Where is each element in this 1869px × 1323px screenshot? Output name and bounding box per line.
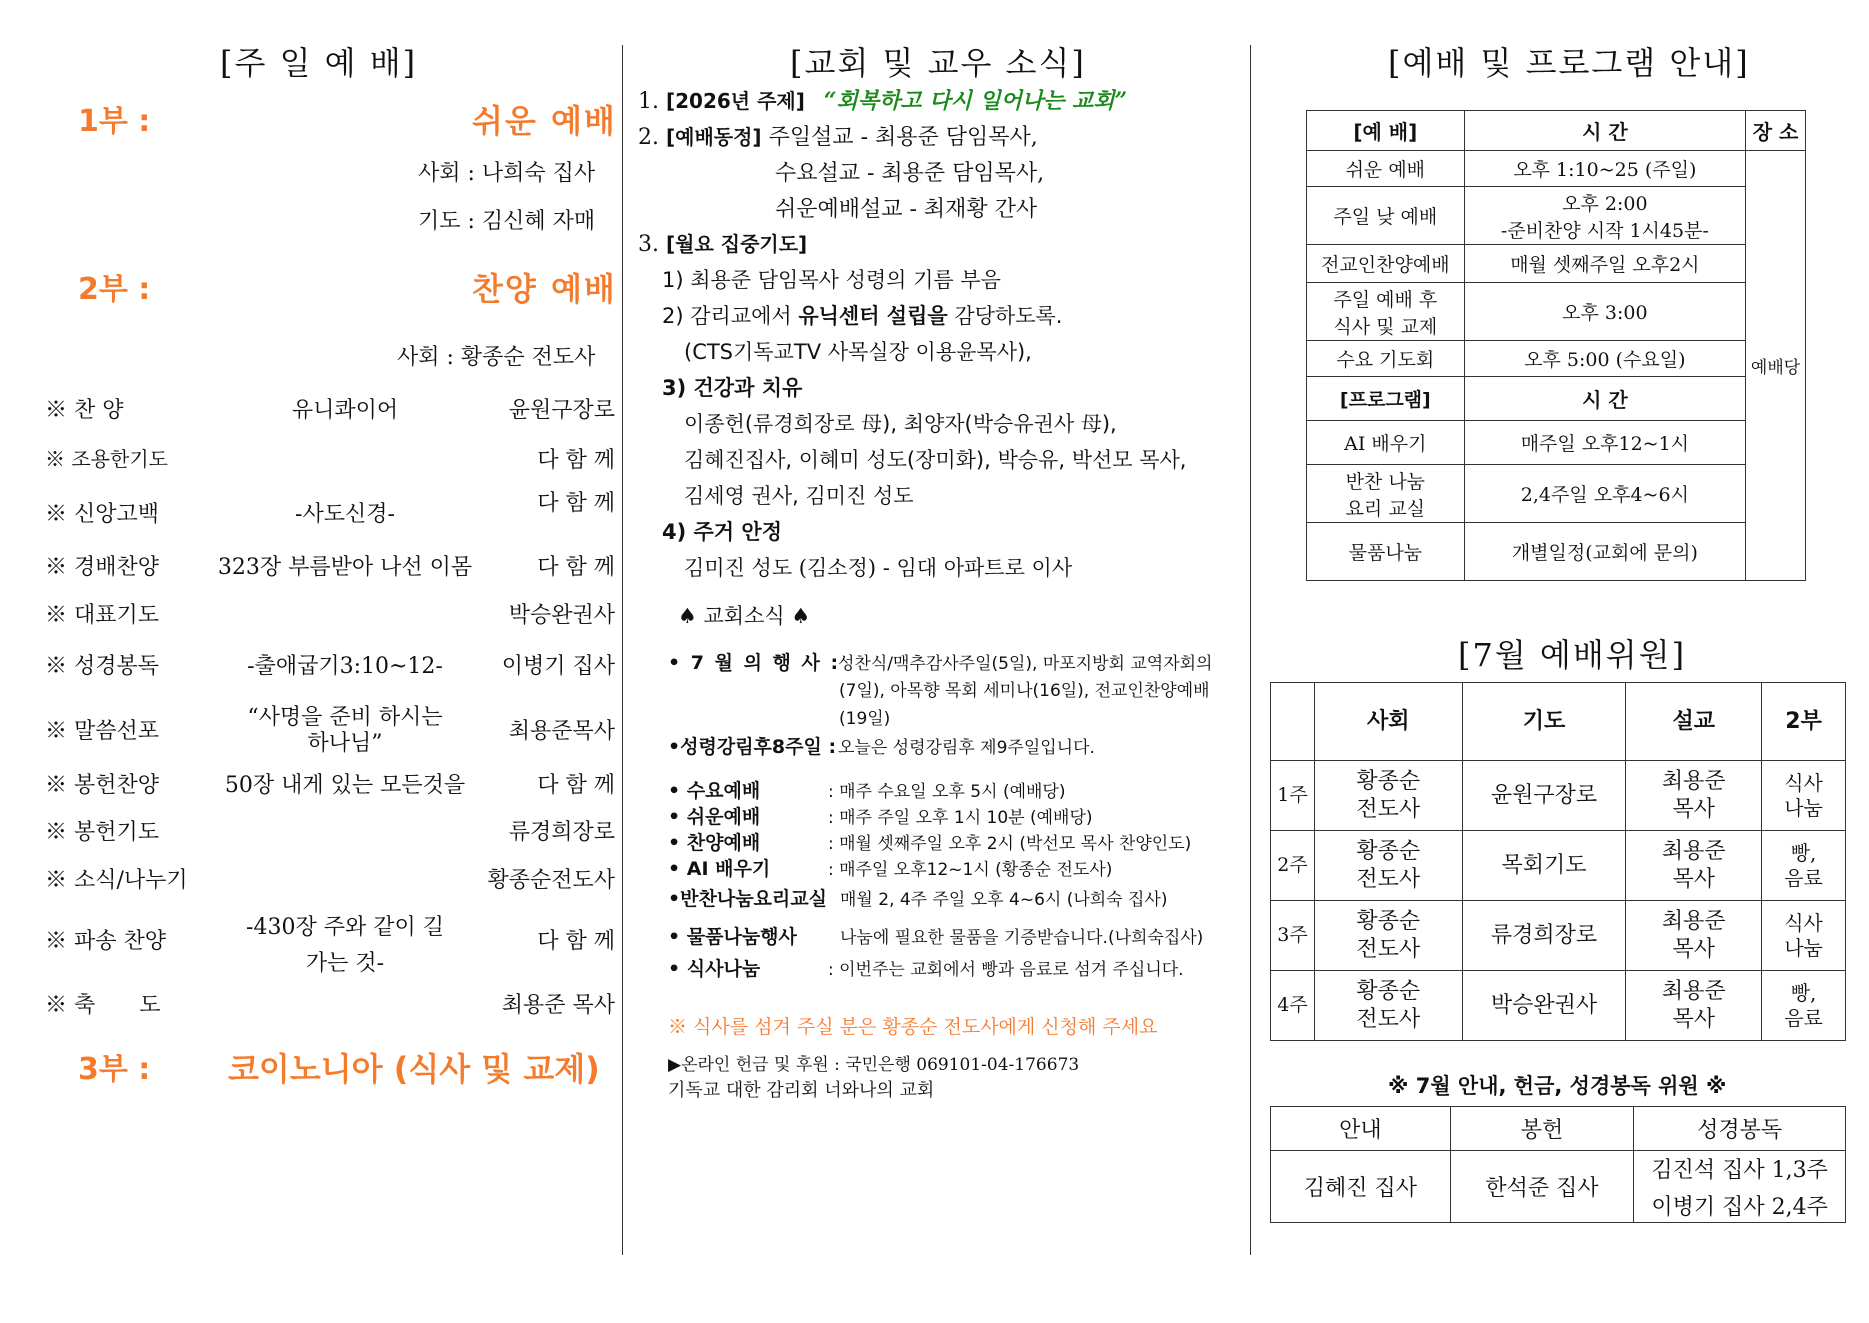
item-heading: [2026년 주제] <box>666 89 805 113</box>
order-item: ※ 성경봉독 <box>45 654 160 679</box>
committee-prayer: 박승완권사 <box>1462 971 1626 1041</box>
committee-part2-line: 음료 <box>1784 865 1823 890</box>
order-item: ※ 말씀선포 <box>45 719 160 744</box>
order-item: ※ 축 도 <box>45 993 161 1018</box>
committee-sermon-title: 목사 <box>1672 936 1715 962</box>
committee-host-name: 황종순 <box>1356 839 1421 864</box>
july-committee-table <box>1270 682 1846 1041</box>
order-detail: -사도신경- <box>295 502 395 527</box>
news-text: : 매주 주일 오후 1시 10분 (예배당) <box>828 808 1093 828</box>
news-text: : 매주일 오후12~1시 (황종순 전도사) <box>828 860 1113 880</box>
program-time: 매주일 오후12~1시 <box>1464 421 1745 465</box>
news-text-cont: (19일) <box>839 709 891 729</box>
order-detail: -430장 주와 같이 길 <box>246 915 444 940</box>
schedule-head-time: 시 간 <box>1464 111 1745 151</box>
item-number: 3. <box>638 232 659 257</box>
order-person: 박승완권사 <box>508 603 615 628</box>
prayer-2-sub: (CTS기독교TV 사목실장 이용윤목사), <box>684 340 1032 364</box>
committee-sermon-name: 최용준 <box>1661 909 1726 934</box>
staff-head-usher: 안내 <box>1271 1107 1451 1151</box>
committee-head-blank <box>1271 683 1315 761</box>
committee-part2-line: 식사 <box>1784 910 1823 935</box>
prayer-2-text-end: 감당하도록. <box>947 304 1063 328</box>
order-row <box>45 910 615 980</box>
order-person: 다 함 께 <box>537 448 615 473</box>
item-number: 1. <box>638 89 659 114</box>
order-person: 류경희장로 <box>508 820 615 845</box>
prayer-3-line: 김세영 권사, 김미진 성도 <box>684 484 914 508</box>
schedule-name: 쉬운 예배 <box>1307 151 1465 187</box>
news-item-3 <box>638 228 807 257</box>
program-name: AI 배우기 <box>1307 421 1465 465</box>
week-label: 3주 <box>1271 901 1315 971</box>
committee-part2-line: 식사 <box>1784 770 1823 795</box>
order-person: 최용준 목사 <box>501 993 615 1018</box>
church-name: 기독교 대한 감리회 너와나의 교회 <box>668 1080 935 1101</box>
part1-name: 쉬운 예배 <box>472 102 617 140</box>
staff-usher: 김혜진 집사 <box>1271 1151 1451 1223</box>
order-item: ※ 조용한기도 <box>45 447 168 471</box>
prayer-4-line: 김미진 성도 (김소정) - 임대 아파트로 이사 <box>684 556 1073 580</box>
committee-sermon-title: 목사 <box>1672 1006 1715 1032</box>
july-committee-title: [7월 예배위원] <box>1458 636 1687 674</box>
order-detail: -출애굽기3:10~12- <box>247 654 443 679</box>
order-person: 윤원구장로 <box>508 398 615 423</box>
order-item: ※ 경배찬양 <box>45 555 160 580</box>
committee-part2-line: 빵, <box>1790 980 1817 1005</box>
online-offering: ▶온라인 헌금 및 후원 : 국민은행 069101-04-176673 <box>668 1055 1080 1075</box>
order-row <box>45 497 615 537</box>
prayer-4: 4) 주거 안정 <box>662 520 782 544</box>
committee-host-name: 황종순 <box>1356 909 1421 934</box>
july-staff-table <box>1270 1106 1846 1223</box>
program-name <box>1307 465 1465 523</box>
order-item: ※ 신앙고백 <box>45 502 160 527</box>
prayer-2-text: 2) 감리교에서 <box>662 304 799 328</box>
committee-head-prayer: 기도 <box>1462 683 1626 761</box>
schedule-name: 주일 낮 예배 <box>1307 187 1465 245</box>
committee-sermon <box>1626 761 1762 831</box>
order-person: 다 함 께 <box>537 555 615 580</box>
news-row <box>668 954 1184 981</box>
order-row <box>45 550 615 590</box>
schedule-time-line: -준비찬양 시작 1시45분- <box>1500 219 1709 242</box>
news-text: 나눔에 필요한 물품을 기증받습니다.(나희숙집사) <box>840 928 1204 948</box>
news-label: •성령강림후8주일 : <box>668 736 837 758</box>
committee-part2-line: 나눔 <box>1784 795 1823 820</box>
committee-host-title: 전도사 <box>1356 1006 1421 1032</box>
column-divider-right <box>1250 45 1251 1255</box>
committee-sermon-name: 최용준 <box>1661 839 1726 864</box>
news-text: : 매주 수요일 오후 5시 (예배당) <box>828 782 1066 802</box>
schedule-time-line: 오후 2:00 <box>1562 192 1648 215</box>
program-time: 개별일정(교회에 문의) <box>1464 523 1745 581</box>
sermon-line: 쉬운예배설교 - 최재황 간사 <box>775 197 1038 222</box>
prayer-3: 3) 건강과 치유 <box>662 376 803 400</box>
schedule-name-line: 주일 예배 후 <box>1333 288 1438 311</box>
news-label: • 식사나눔 <box>668 958 761 980</box>
committee-head-sermon: 설교 <box>1626 683 1762 761</box>
news-text-cont: (7일), 아목향 목회 세미나(16일), 전교인찬양예배 <box>839 681 1210 701</box>
order-detail: “사명을 준비 하시는 <box>247 705 443 730</box>
committee-part2-line: 나눔 <box>1784 935 1823 960</box>
program-name-line: 반찬 나눔 <box>1345 470 1426 493</box>
schedule-time: 오후 5:00 (수요일) <box>1464 341 1745 377</box>
schedule-name: 전교인찬양예배 <box>1307 245 1465 283</box>
schedule-head-worship: [예 배] <box>1307 111 1465 151</box>
program-head-time: 시 간 <box>1464 377 1745 421</box>
schedule-place: 예배당 <box>1746 151 1806 581</box>
item-heading: [예배동정] <box>666 125 762 149</box>
news-item-2 <box>638 120 1038 151</box>
schedule-name: 수요 기도회 <box>1307 341 1465 377</box>
order-row <box>45 863 615 903</box>
news-label: • 7 월 의 행 사 : <box>668 652 841 674</box>
committee-part2 <box>1762 831 1846 901</box>
committee-part2 <box>1762 971 1846 1041</box>
order-row <box>45 649 615 689</box>
committee-part2-line: 빵, <box>1790 840 1817 865</box>
committee-part2 <box>1762 761 1846 831</box>
committee-sermon <box>1626 831 1762 901</box>
staff-reading-line: 김진석 집사 1,3주 <box>1651 1157 1828 1183</box>
news-row <box>668 776 1065 803</box>
schedule-time <box>1464 187 1745 245</box>
order-person: 이병기 집사 <box>501 654 615 679</box>
prayer-2 <box>662 300 1062 330</box>
july-staff-title: ※ 7월 안내, 헌금, 성경봉독 위원 ※ <box>1388 1074 1727 1098</box>
committee-sermon <box>1626 901 1762 971</box>
news-row <box>668 884 1168 911</box>
news-label: • AI 배우기 <box>668 858 771 880</box>
staff-reading-line: 이병기 집사 2,4주 <box>1651 1194 1828 1220</box>
prayer-1: 1) 최용준 담임목사 성령의 기름 부음 <box>662 268 1001 292</box>
order-row <box>45 768 615 808</box>
part3-label: 3부 : <box>78 1052 151 1087</box>
part1-host: 사회 : 나희숙 집사 <box>418 161 596 186</box>
committee-host <box>1314 761 1462 831</box>
order-item: ※ 파송 찬양 <box>45 929 166 954</box>
order-detail-2: 하나님” <box>307 731 383 756</box>
news-row <box>668 854 1112 881</box>
item-number: 2. <box>638 125 659 150</box>
news-label: • 물품나눔행사 <box>668 926 797 948</box>
committee-prayer: 윤원구장로 <box>1462 761 1626 831</box>
committee-prayer: 목회기도 <box>1462 831 1626 901</box>
program-name-line: 요리 교실 <box>1345 497 1426 520</box>
news-label: •반찬나눔요리교실 <box>668 888 827 910</box>
part2-name: 찬양 예배 <box>472 270 617 308</box>
staff-head-offering: 봉헌 <box>1450 1107 1634 1151</box>
part2-label: 2부 : <box>78 272 151 307</box>
schedule-name <box>1307 283 1465 341</box>
church-news-subtitle: ♠ 교회소식 ♠ <box>678 604 811 628</box>
order-detail-2: 가는 것- <box>305 951 385 976</box>
order-item: ※ 봉헌찬양 <box>45 773 160 798</box>
news-text: 매월 2, 4주 주일 오후 4~6시 (나희숙 집사) <box>840 890 1168 910</box>
staff-head-reading: 성경봉독 <box>1634 1107 1846 1151</box>
committee-host <box>1314 831 1462 901</box>
program-name: 물품나눔 <box>1307 523 1465 581</box>
order-person: 다 함 께 <box>537 929 615 954</box>
church-news-title: [교회 및 교우 소식] <box>790 44 1086 82</box>
order-row <box>45 988 615 1028</box>
prayer-3-line: 이종헌(류경희장로 母), 최양자(박승유권사 母), <box>684 412 1117 436</box>
week-label: 2주 <box>1271 831 1315 901</box>
item-heading: [월요 집중기도] <box>666 232 808 256</box>
schedule-time: 오후 1:10~25 (주일) <box>1464 151 1745 187</box>
committee-head-part2: 2부 <box>1762 683 1846 761</box>
order-row <box>45 815 615 855</box>
news-text: : 매월 셋째주일 오후 2시 (박선모 목사 찬양인도) <box>828 834 1192 854</box>
news-row <box>668 648 1212 675</box>
committee-sermon-name: 최용준 <box>1661 979 1726 1004</box>
order-detail: 유니콰이어 <box>291 398 399 423</box>
order-item: ※ 소식/나누기 <box>45 868 188 893</box>
schedule-name-line: 식사 및 교제 <box>1333 315 1438 338</box>
committee-sermon-title: 목사 <box>1672 796 1715 822</box>
committee-host-title: 전도사 <box>1356 866 1421 892</box>
order-detail: 50장 내게 있는 모든것을 <box>224 773 466 798</box>
news-text: 성찬식/맥추감사주일(5일), 마포지방회 교역자회의 <box>838 654 1213 674</box>
part1-label: 1부 : <box>78 104 151 139</box>
order-item: ※ 대표기도 <box>45 603 160 628</box>
order-row <box>45 443 615 483</box>
news-text: : 이번주는 교회에서 빵과 음료로 섬겨 주십니다. <box>828 960 1184 980</box>
news-label: • 수요예배 <box>668 780 761 802</box>
order-row <box>45 393 615 433</box>
order-person: 황종순전도사 <box>487 868 615 893</box>
committee-head-host: 사회 <box>1314 683 1462 761</box>
order-row <box>45 598 615 638</box>
committee-sermon <box>1626 971 1762 1041</box>
committee-host-name: 황종순 <box>1356 979 1421 1004</box>
schedule-time: 매월 셋째주일 오후2시 <box>1464 245 1745 283</box>
schedule-title: [예배 및 프로그램 안내] <box>1388 44 1750 82</box>
committee-host-name: 황종순 <box>1356 769 1421 794</box>
order-detail: 323장 부름받아 나선 이몸 <box>217 555 473 580</box>
committee-prayer: 류경희장로 <box>1462 901 1626 971</box>
committee-part2 <box>1762 901 1846 971</box>
order-person: 최용준목사 <box>508 719 615 744</box>
column-divider-left <box>622 45 623 1255</box>
news-row <box>668 828 1191 855</box>
schedule-table <box>1306 110 1806 581</box>
schedule-head-place: 장 소 <box>1746 111 1806 151</box>
year-theme: “회복하고 다시 일어나는 교회” <box>823 88 1128 114</box>
schedule-time: 오후 3:00 <box>1464 283 1745 341</box>
order-row <box>45 700 615 770</box>
committee-host <box>1314 971 1462 1041</box>
order-item: ※ 봉헌기도 <box>45 820 160 845</box>
order-person: 다 함 께 <box>537 773 615 798</box>
sermon-line: 수요설교 - 최용준 담임목사, <box>775 161 1045 186</box>
order-person: 다 함 께 <box>537 491 615 516</box>
news-label: • 쉬운예배 <box>668 806 761 828</box>
news-row <box>668 732 1095 759</box>
news-label: • 찬양예배 <box>668 832 761 854</box>
program-time: 2,4주일 오후4~6시 <box>1464 465 1745 523</box>
committee-host-title: 전도사 <box>1356 936 1421 962</box>
part1-prayer: 기도 : 김신혜 자매 <box>418 209 596 234</box>
staff-reading <box>1634 1151 1846 1223</box>
prayer-3-line: 김혜진집사, 이혜미 성도(장미화), 박승유, 박선모 목사, <box>684 448 1187 472</box>
news-row <box>668 802 1093 829</box>
week-label: 1주 <box>1271 761 1315 831</box>
sunday-worship-title: [주 일 예 배] <box>220 44 418 82</box>
committee-part2-line: 음료 <box>1784 1005 1823 1030</box>
part2-host: 사회 : 황종순 전도사 <box>397 345 596 370</box>
prayer-2-highlight: 유닉센터 설립을 <box>798 304 948 328</box>
meal-notice: ※ 식사를 섬겨 주실 분은 황종순 전도사에게 신청해 주세요 <box>668 1016 1158 1038</box>
news-row <box>668 922 1203 949</box>
part3-name: 코이노니아 (식사 및 교제) <box>228 1050 600 1088</box>
sermon-line: 주일설교 - 최용준 담임목사, <box>768 125 1038 150</box>
news-item-1 <box>638 84 1127 115</box>
staff-offering: 한석준 집사 <box>1450 1151 1634 1223</box>
week-label: 4주 <box>1271 971 1315 1041</box>
program-head: [프로그램] <box>1307 377 1465 421</box>
committee-host-title: 전도사 <box>1356 796 1421 822</box>
committee-sermon-title: 목사 <box>1672 866 1715 892</box>
committee-host <box>1314 901 1462 971</box>
news-text: 오늘은 성령강림후 제9주일입니다. <box>838 738 1095 758</box>
order-item: ※ 찬 양 <box>45 398 124 423</box>
committee-sermon-name: 최용준 <box>1661 769 1726 794</box>
